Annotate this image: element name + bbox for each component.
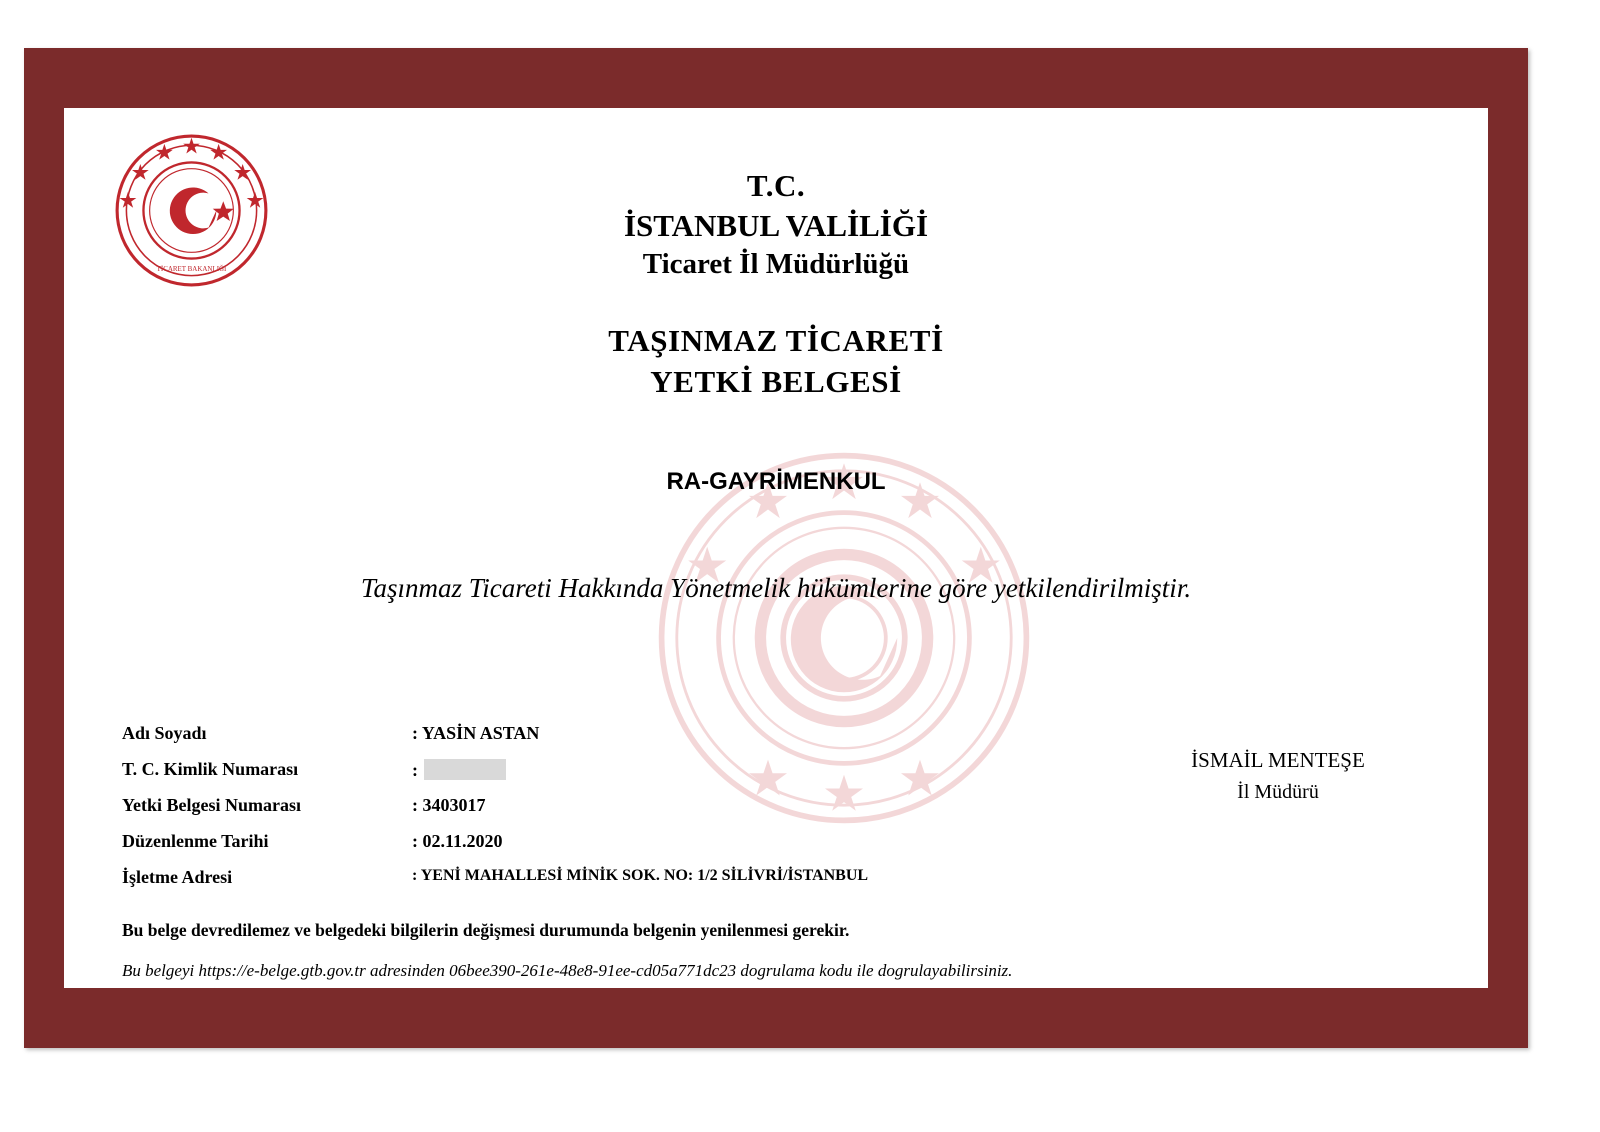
document-title-line1: TAŞINMAZ TİCARETİ [608, 323, 944, 358]
signature-block [1098, 748, 1458, 804]
field-value-certificate-number: : 3403017 [412, 795, 486, 815]
header-province: İSTANBUL VALİLİĞİ [623, 208, 929, 243]
field-label-full-name: Adı Soyadı [122, 723, 207, 743]
field-value-issue-date: : 02.11.2020 [412, 831, 503, 851]
field-label-national-id: T. C. Kimlik Numarası [122, 759, 299, 779]
table-row [122, 831, 942, 867]
field-value-business-address: : YENİ MAHALLESİ MİNİK SOK. NO: 1/2 SİLİVRİ/İSTANBUL [412, 867, 869, 884]
field-value-full-name: : YASİN ASTAN [412, 723, 540, 743]
verification-note: Bu belgeyi https://e-belge.gtb.gov.tr adresinden 06bee390-261e-48e8-91ee-cd05a771dc23 dogrulama kodu ile dogrulayabilirsiniz. [122, 961, 1013, 980]
header-directorate: Ticaret İl Müdürlüğü [642, 248, 910, 280]
company-name: RA-GAYRİMENKUL [666, 468, 886, 495]
field-value-national-id: : [412, 759, 506, 781]
authorization-statement: Taşınmaz Ticareti Hakkında Yönetmelik hükümlerine göre yetkilendirilmiştir. [360, 573, 1192, 603]
document-title-line2: YETKİ BELGESİ [650, 364, 902, 399]
table-row [122, 867, 942, 903]
field-label-certificate-number: Yetki Belgesi Numarası [122, 795, 301, 815]
table-row [122, 795, 942, 831]
non-transferable-notice: Bu belge devredilemez ve belgedeki bilgilerin değişmesi durumunda belgenin yenilenmesi gerekir. [122, 920, 850, 940]
signatory-title: İl Müdürü [1237, 781, 1319, 803]
field-label-issue-date: Düzenlenme Tarihi [122, 831, 269, 851]
table-row [122, 759, 942, 795]
details-field-list [122, 723, 942, 903]
field-label-business-address: İşletme Adresi [122, 867, 233, 887]
svg-text:TİCARET BAKANLIĞI: TİCARET BAKANLIĞI [156, 264, 227, 273]
redacted-national-id [424, 759, 506, 780]
certificate-body [64, 108, 1488, 988]
certificate-border-frame [24, 48, 1528, 1048]
table-row [122, 723, 942, 759]
header-republic: T.C. [746, 168, 806, 203]
signatory-name: İSMAİL MENTEŞE [1191, 748, 1365, 772]
